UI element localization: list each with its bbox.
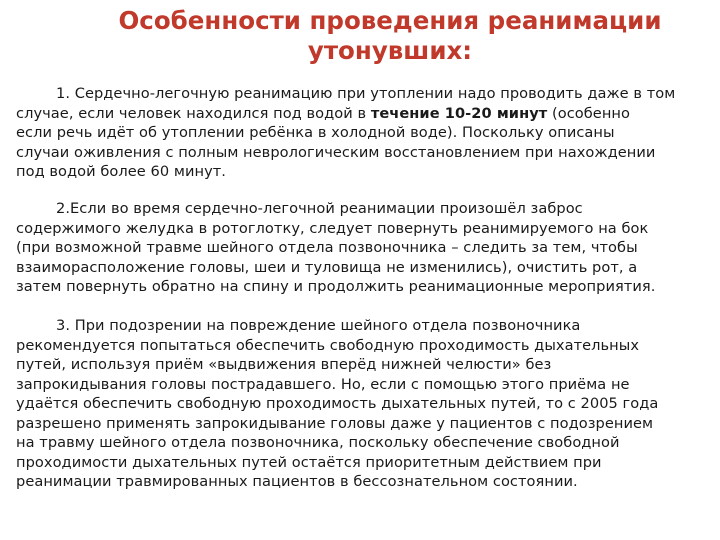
paragraph-1-line-2-text: случае, если человек находился под водой в — [16, 104, 371, 122]
paragraph-3-line-1: 3. При подозрении на повреждение шейного отдела позвоночника — [56, 317, 581, 334]
paragraph-1 — [16, 84, 714, 182]
paragraph-1-line-1: 1. Сердечно-легочную реанимацию при утоплении надо проводить даже в том — [56, 85, 676, 102]
title-line-2: утонувших: — [307, 36, 473, 65]
paragraph-1-line-3: если речь идёт об утоплении ребёнка в холодной воде). Поскольку описаны — [16, 124, 615, 141]
paragraph-1-line-5: под водой более 60 минут. — [16, 163, 226, 180]
paragraph-2-line-1: 2.Если во время сердечно-легочной реанимации произошёл заброс — [56, 200, 583, 217]
emphasis-duration: течение 10-20 минут — [370, 104, 548, 122]
paragraph-2-line-4: взаиморасположение головы, шеи и туловища не изменились), очистить рот, а — [16, 258, 638, 276]
paragraph-2 — [16, 199, 714, 297]
paragraph-3 — [16, 316, 714, 492]
paragraph-3-line-7: на травму шейного отдела позвоночника, поскольку обеспечение свободной — [16, 434, 620, 451]
paragraph-1-line-2-tail: (особенно — [547, 104, 631, 122]
paragraph-1-line-2 — [16, 104, 714, 124]
paragraph-3-line-8: проходимости дыхательных путей остаётся приоритетным действием при — [16, 453, 602, 471]
paragraph-3-line-4: запрокидывания головы пострадавшего. Но, если с помощью этого приёма не — [16, 375, 630, 393]
paragraph-3-line-3: путей, используя приём «выдвижения вперёд нижней челюсти» без — [16, 356, 552, 373]
paragraph-2-line-3: (при возможной травме шейного отдела позвоночника – следить за тем, чтобы — [16, 239, 638, 256]
paragraph-2-line-5: затем повернуть обратно на спину и продолжить реанимационные мероприятия. — [16, 278, 656, 295]
paragraph-3-line-6: разрешено применять запрокидывание головы даже у пациентов с подозрением — [16, 414, 654, 432]
title-line-1: Особенности проведения реанимации — [118, 6, 662, 35]
paragraph-3-line-9: реанимации травмированных пациентов в бессознательном состоянии. — [16, 473, 578, 490]
paragraph-3-line-5: удаётся обеспечить свободную проходимость дыхательных путей, то с 2005 года — [16, 395, 659, 412]
paragraph-2-line-2: содержимого желудка в ротоглотку, следует повернуть реанимируемого на бок — [16, 219, 649, 237]
page-title — [70, 6, 710, 66]
paragraph-1-line-4: случаи оживления с полным неврологическим восстановлением при нахождении — [16, 143, 656, 161]
paragraph-3-line-2: рекомендуется попытаться обеспечить свободную проходимость дыхательных — [16, 336, 640, 354]
